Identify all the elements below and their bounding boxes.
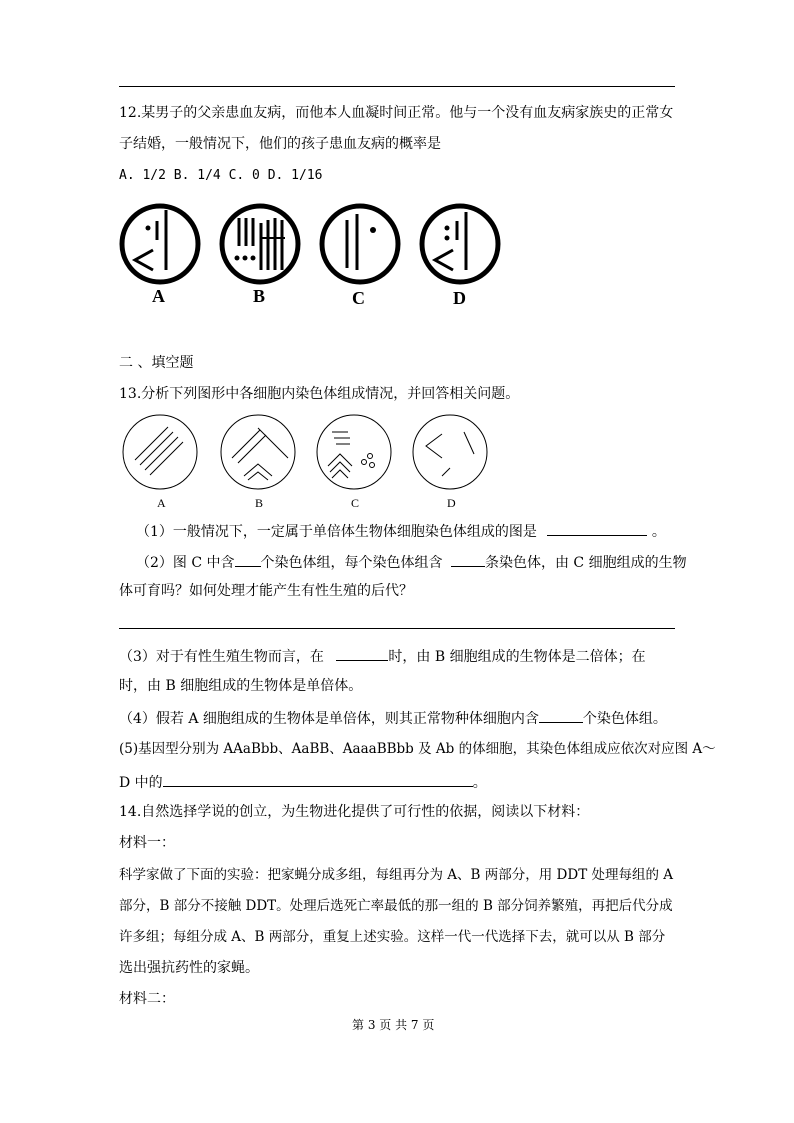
q13-p5-text-c: 。 — [472, 775, 487, 791]
top-rule — [119, 86, 675, 87]
q13-p4-text-a: （4）假若 A 细胞组成的生物体是单倍体，则其正常物种体细胞内含 — [119, 711, 539, 727]
q12-label-c: C — [352, 288, 365, 308]
q12-line2: 子结婚，一般情况下，他们的孩子患血友病的概率是 — [119, 136, 441, 152]
q13-p5-line1: (5)基因型分别为 AAaBbb、AaBB、AaaaBBbb 及 Ab 的体细胞，其染色体组成应依次对应图 A～ — [119, 741, 716, 757]
q13-answer-line[interactable] — [119, 628, 675, 629]
q13-cell-c — [317, 415, 391, 489]
q13-cell-a — [123, 415, 197, 489]
q12-label-a: A — [152, 286, 165, 306]
q12-cell-b — [222, 206, 298, 282]
q14-m1-line3: 许多组；每组分成 A、B 两部分，重复上述实验。这样一代一代选择下去，就可以从 B 部分 — [119, 929, 666, 945]
q12-label-d: D — [453, 288, 466, 308]
q13-cell-d — [413, 415, 487, 489]
q13-p2-text-c: 条染色体，由 C 细胞组成的生物 — [484, 555, 687, 571]
q13-p1-end: 。 — [651, 524, 666, 540]
q13-label-b: B — [255, 496, 264, 510]
q13-part4 — [119, 708, 667, 728]
q12-label-b: B — [253, 286, 266, 306]
q13-p4-blank[interactable] — [539, 708, 583, 723]
page-footer: 第 3 页 共 7 页 — [352, 1018, 435, 1032]
q13-part5b — [119, 772, 487, 792]
q14-m1-line2: 部分，B 部分不接触 DDT。处理后选死亡率最低的那一组的 B 部分饲养繁殖，再把后代分成 — [119, 898, 673, 914]
q13-p2-text-b: 个染色体组，每个染色体组含 — [260, 555, 443, 571]
q13-part3 — [119, 646, 646, 666]
q13-cell-b — [221, 415, 295, 489]
q13-p2-blank1[interactable] — [235, 552, 261, 567]
q14-m1-line4: 选出强抗药性的家蝇。 — [119, 960, 259, 976]
q13-label-a: A — [157, 496, 166, 510]
section-title: 二 、填空题 — [119, 355, 194, 371]
q12-cell-d — [422, 206, 498, 282]
q13-part2 — [136, 552, 687, 572]
q13-p3-text-a: （3）对于有性生殖生物而言，在 — [119, 649, 324, 665]
q13-label-c: C — [351, 496, 360, 510]
q12-options: A. 1/2 B. 1/4 C. 0 D. 1/16 — [119, 168, 323, 183]
q13-p2-line2: 体可育吗？如何处理才能产生有性生殖的后代？ — [119, 583, 413, 599]
q13-p4-text-b: 个染色体组。 — [582, 711, 667, 727]
q12-line1: 12.某男子的父亲患血友病，而他本人血凝时间正常。他与一个没有血友病家族史的正常女 — [119, 105, 674, 121]
q13-label-d: D — [447, 496, 456, 510]
q14-m2-title: 材料二： — [119, 991, 175, 1007]
q13-figure — [120, 410, 500, 495]
q12-cell-a — [122, 206, 198, 282]
q14-m1-title: 材料一： — [119, 835, 175, 851]
q13-p3-line2: 时，由 B 细胞组成的生物体是单倍体。 — [119, 678, 363, 694]
q13-intro: 13.分析下列图形中各细胞内染色体组成情况，并回答相关问题。 — [119, 386, 520, 402]
q12-cell-c — [322, 206, 398, 282]
q14-intro: 14.自然选择学说的创立，为生物进化提供了可行性的依据，阅读以下材料： — [119, 804, 590, 820]
q13-part1 — [136, 521, 666, 541]
q14-m1-line1: 科学家做了下面的实验：把家蝇分成多组，每组再分为 A、B 两部分，用 DDT 处理每组的 A — [119, 867, 674, 883]
q13-p3-text-b: 时，由 B 细胞组成的生物体是二倍体；在 — [388, 649, 646, 665]
q13-p5-blank[interactable] — [163, 772, 473, 787]
q13-p5-text-b: D 中的 — [119, 775, 163, 791]
q13-p1-text: （1）一般情况下，一定属于单倍体生物体细胞染色体组成的图是 — [136, 524, 537, 540]
q13-p2-text-a: （2）图 C 中含 — [136, 555, 235, 571]
q13-p3-blank[interactable] — [336, 646, 388, 661]
q13-p1-blank[interactable] — [547, 521, 647, 536]
q13-p2-blank2[interactable] — [451, 552, 485, 567]
